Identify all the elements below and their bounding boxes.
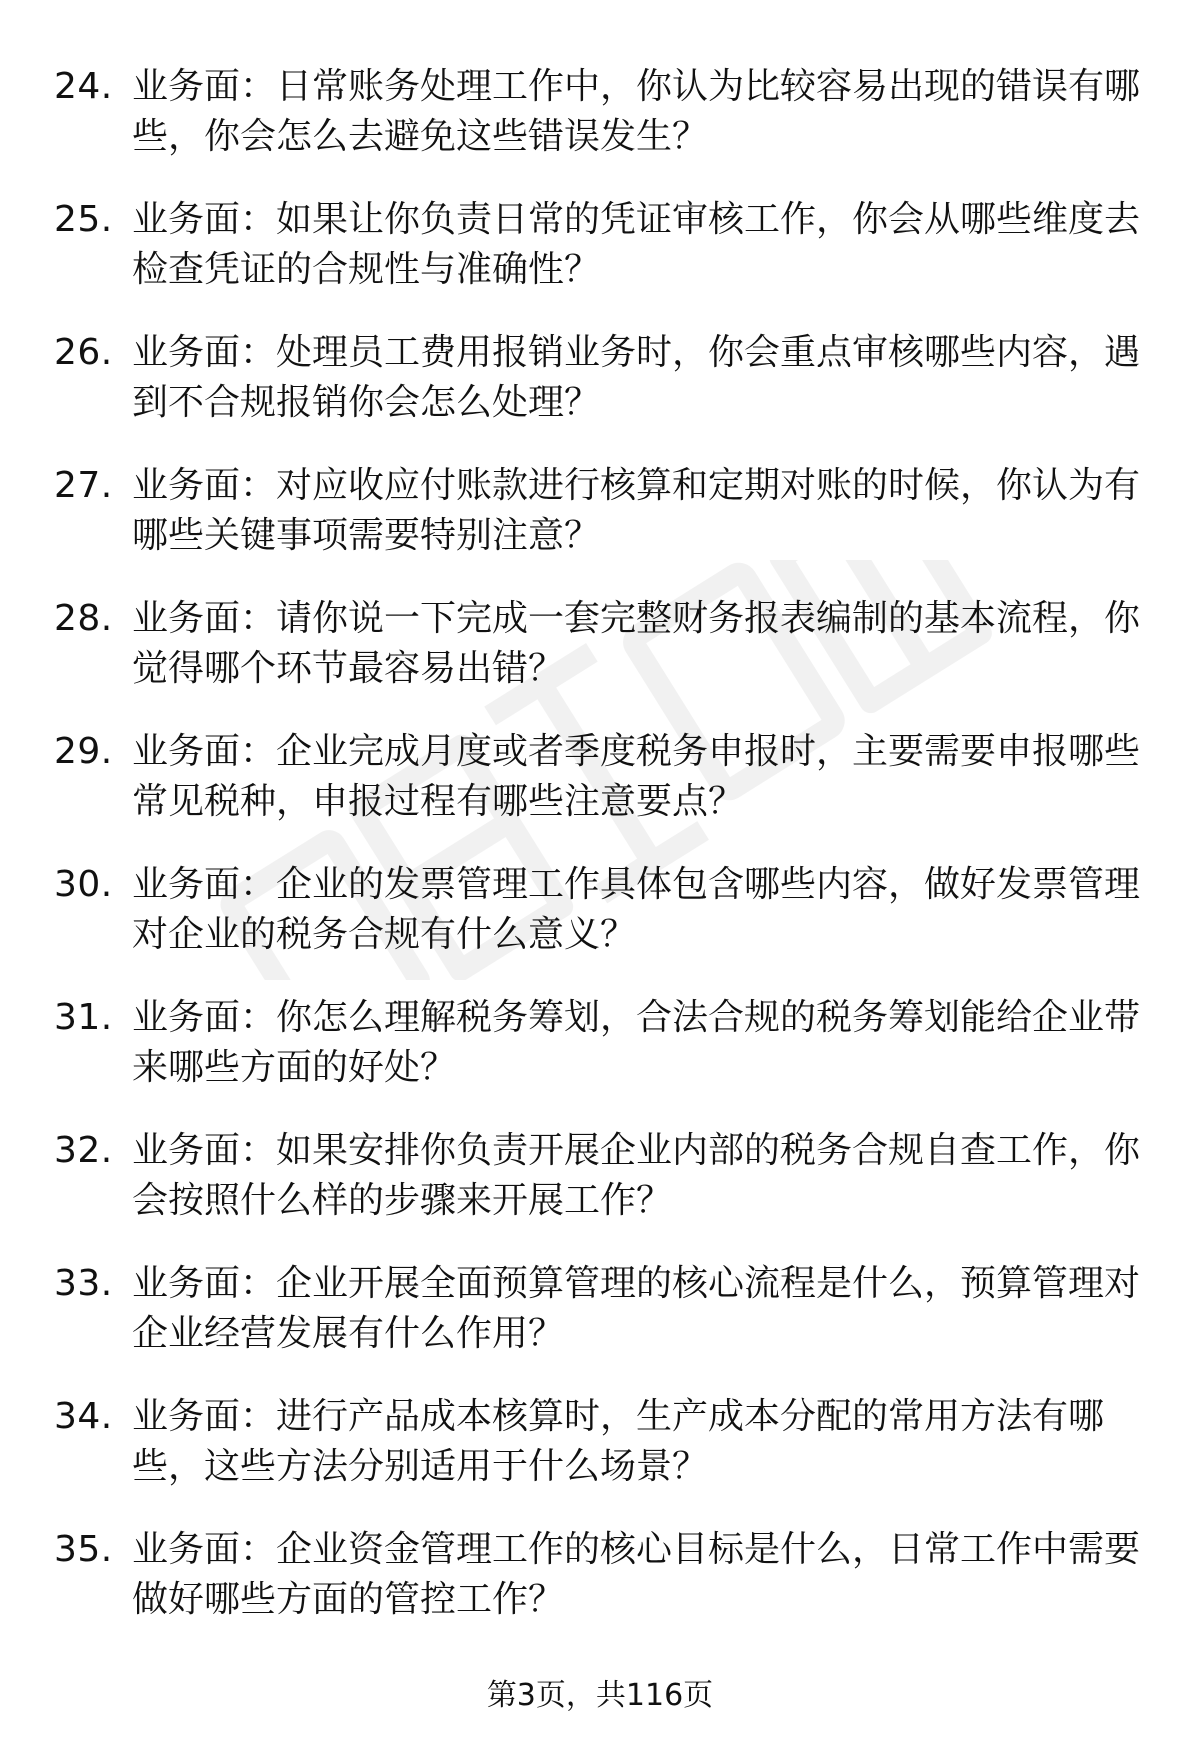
question-text-line: 业务面：企业开展全面预算管理的核心流程是什么，预算管理对 [132, 1263, 1141, 1304]
question-text-line: 业务面：日常账务处理工作中，你认为比较容易出现的错误有哪 [132, 66, 1141, 107]
question-item [50, 1525, 1150, 1658]
question-list [50, 62, 1150, 1658]
question-item [50, 727, 1150, 860]
question-text-line: 对企业的税务合规有什么意义？ [132, 914, 637, 955]
question-number: 35. [54, 1529, 113, 1570]
question-text [132, 594, 1192, 694]
question-number: 32. [54, 1130, 113, 1171]
question-number: 29. [54, 731, 113, 772]
question-text [132, 1525, 1192, 1625]
question-item [50, 1392, 1150, 1525]
question-text-line: 哪些关键事项需要特别注意？ [132, 515, 601, 556]
question-text [132, 62, 1192, 162]
question-text-line: 觉得哪个环节最容易出错？ [132, 648, 565, 689]
question-item [50, 860, 1150, 993]
question-text-line: 来哪些方面的好处？ [132, 1047, 457, 1088]
question-text [132, 195, 1192, 295]
question-text [132, 860, 1192, 960]
question-text-line: 业务面：如果让你负责日常的凭证审核工作，你会从哪些维度去 [132, 199, 1141, 240]
question-text [132, 328, 1192, 428]
question-number: 33. [54, 1263, 113, 1304]
question-number: 30. [54, 864, 113, 905]
question-text-line: 业务面：企业完成月度或者季度税务申报时，主要需要申报哪些 [132, 731, 1141, 772]
question-text-line: 做好哪些方面的管控工作？ [132, 1579, 565, 1620]
question-item [50, 62, 1150, 195]
question-text-line: 业务面：请你说一下完成一套完整财务报表编制的基本流程，你 [132, 598, 1141, 639]
question-text-line: 到不合规报销你会怎么处理？ [132, 382, 601, 423]
question-text-line: 业务面：企业资金管理工作的核心目标是什么，日常工作中需要 [132, 1529, 1141, 1570]
question-item [50, 195, 1150, 328]
question-number: 25. [54, 199, 113, 240]
question-text-line: 常见税种，申报过程有哪些注意要点？ [132, 781, 745, 822]
question-item [50, 461, 1150, 594]
question-number: 28. [54, 598, 113, 639]
question-number: 24. [54, 66, 113, 107]
question-text [132, 727, 1192, 827]
question-text-line: 业务面：企业的发票管理工作具体包含哪些内容，做好发票管理 [132, 864, 1141, 905]
question-text-line: 业务面：进行产品成本核算时，生产成本分配的常用方法有哪 [132, 1396, 1105, 1437]
question-text-line: 检查凭证的合规性与准确性？ [132, 249, 601, 290]
question-number: 27. [54, 465, 113, 506]
question-text-line: 业务面：如果安排你负责开展企业内部的税务合规自查工作，你 [132, 1130, 1141, 1171]
page-footer: 第3页，共116页 [486, 1678, 714, 1713]
question-item [50, 993, 1150, 1126]
question-text [132, 1392, 1192, 1492]
question-text [132, 1259, 1192, 1359]
question-text-line: 业务面：对应收应付账款进行核算和定期对账的时候，你认为有 [132, 465, 1141, 506]
question-item [50, 1126, 1150, 1259]
question-text [132, 1126, 1192, 1226]
question-text [132, 461, 1192, 561]
question-text [132, 993, 1192, 1093]
question-item [50, 594, 1150, 727]
question-text-line: 会按照什么样的步骤来开展工作？ [132, 1180, 673, 1221]
question-number: 26. [54, 332, 113, 373]
question-text-line: 业务面：你怎么理解税务筹划，合法合规的税务筹划能给企业带 [132, 997, 1141, 1038]
question-text-line: 企业经营发展有什么作用？ [132, 1313, 565, 1354]
question-text-line: 些，你会怎么去避免这些错误发生？ [132, 116, 709, 157]
question-number: 31. [54, 997, 113, 1038]
question-text-line: 些，这些方法分别适用于什么场景？ [132, 1446, 709, 1487]
question-item [50, 328, 1150, 461]
question-item [50, 1259, 1150, 1392]
question-number: 34. [54, 1396, 113, 1437]
question-text-line: 业务面：处理员工费用报销业务时，你会重点审核哪些内容，遇 [132, 332, 1141, 373]
